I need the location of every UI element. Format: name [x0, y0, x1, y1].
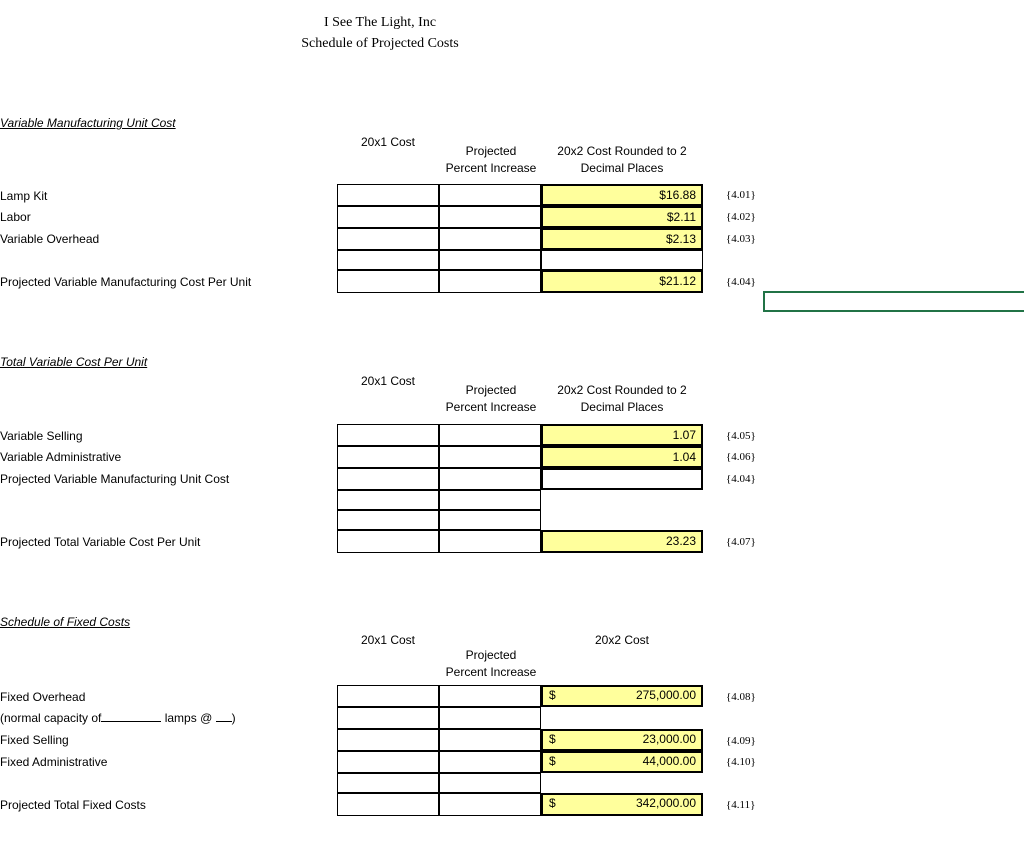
input-20x1-labor[interactable]	[337, 206, 439, 228]
input-20x1-fixed-selling[interactable]	[337, 729, 439, 751]
answer-fixed-overhead[interactable]	[541, 685, 703, 707]
row-label-fixed-admin: Fixed Administrative	[0, 755, 108, 769]
answer-variable-selling[interactable]: 1.07	[541, 424, 703, 446]
answer-fixed-admin[interactable]	[541, 751, 703, 773]
company-title: I See The Light, Inc	[323, 15, 437, 30]
input-pct-variable-admin[interactable]	[439, 446, 541, 468]
row-label-variable-admin: Variable Administrative	[0, 450, 122, 464]
input-20x1-variable-selling[interactable]	[337, 424, 439, 446]
input-pct-variable-selling[interactable]	[439, 424, 541, 446]
row-label-variable-selling: Variable Selling	[0, 429, 83, 443]
answer-projected-total-fixed[interactable]	[541, 793, 703, 816]
row-label-projected-total-variable: Projected Total Variable Cost Per Unit	[0, 535, 201, 549]
ref-code: {4.04}	[726, 276, 756, 288]
col-header-pct-increase: Projected Percent Increase	[445, 383, 537, 414]
ref-code: {4.05}	[726, 430, 756, 442]
capacity-blank	[101, 711, 161, 722]
answer-projected-total-variable[interactable]: 23.23	[541, 530, 703, 553]
ref-code: {4.11}	[726, 799, 756, 811]
row-label-labor: Labor	[0, 210, 31, 224]
spacer-cell[interactable]	[337, 773, 439, 793]
input-pct-lamp-kit[interactable]	[439, 184, 541, 206]
input-20x1-variable-overhead[interactable]	[337, 228, 439, 250]
amount: 342,000.00	[635, 796, 696, 810]
col-header-20x2-cost: 20x2 Cost Rounded to 2 Decimal Places	[557, 383, 687, 414]
amount: 23,000.00	[642, 732, 696, 746]
answer-variable-overhead[interactable]: $2.13	[541, 228, 703, 250]
input-20x1-projected-total-fixed[interactable]	[337, 793, 439, 816]
input-20x1-projected-total-variable[interactable]	[337, 530, 439, 553]
spacer-cell[interactable]	[439, 250, 541, 270]
spacer-cell[interactable]	[439, 510, 541, 530]
input-pct-var-mfg-unit[interactable]	[439, 468, 541, 490]
currency-symbol: $	[549, 754, 556, 768]
amount: 44,000.00	[642, 754, 696, 768]
spacer-cell[interactable]	[541, 250, 703, 270]
ref-code: {4.03}	[726, 233, 756, 245]
input-20x1-fixed-admin[interactable]	[337, 751, 439, 773]
rate-blank	[216, 711, 232, 722]
ref-code: {4.06}	[726, 451, 756, 463]
answer-variable-admin[interactable]: 1.04	[541, 446, 703, 468]
input-20x1-projected-var-mfg[interactable]	[337, 270, 439, 293]
col-header-20x1-cost: 20x1 Cost	[360, 633, 416, 647]
section-heading-total-variable: Total Variable Cost Per Unit	[0, 355, 148, 369]
row-label-fixed-overhead: Fixed Overhead	[0, 690, 86, 704]
row-label-variable-overhead: Variable Overhead	[0, 232, 100, 246]
ref-code: {4.10}	[726, 756, 756, 768]
spacer-cell[interactable]	[439, 707, 541, 729]
input-20x1-lamp-kit[interactable]	[337, 184, 439, 206]
input-pct-labor[interactable]	[439, 206, 541, 228]
spacer-cell[interactable]	[439, 773, 541, 793]
ref-code: {4.01}	[726, 189, 756, 201]
input-pct-fixed-admin[interactable]	[439, 751, 541, 773]
currency-symbol: $	[549, 796, 556, 810]
ref-code: {4.08}	[726, 691, 756, 703]
currency-symbol: $	[549, 732, 556, 746]
ref-code: {4.02}	[726, 211, 756, 223]
ref-code: {4.09}	[726, 735, 756, 747]
col-header-20x2-cost: 20x2 Cost	[594, 633, 650, 647]
input-20x1-fixed-overhead[interactable]	[337, 685, 439, 707]
spacer-cell[interactable]	[439, 490, 541, 510]
spacer-cell[interactable]	[337, 250, 439, 270]
answer-fixed-selling[interactable]	[541, 729, 703, 751]
col-header-pct-increase: Projected Percent Increase	[445, 648, 537, 679]
row-label-normal-capacity: (normal capacity of lamps @ )	[0, 711, 236, 725]
col-header-pct-increase: Projected Percent Increase	[445, 144, 537, 175]
input-20x1-var-mfg-unit[interactable]	[337, 468, 439, 490]
input-pct-variable-overhead[interactable]	[439, 228, 541, 250]
col-header-20x2-cost: 20x2 Cost Rounded to 2 Decimal Places	[557, 144, 687, 175]
amount: 275,000.00	[635, 688, 696, 702]
currency-symbol: $	[549, 688, 556, 702]
spacer-cell[interactable]	[337, 490, 439, 510]
ref-code: {4.07}	[726, 536, 756, 548]
col-header-20x1-cost: 20x1 Cost	[360, 135, 416, 149]
row-label-projected-var-mfg: Projected Variable Manufacturing Cost Per Unit	[0, 275, 252, 289]
row-label-var-mfg-unit-cost: Projected Variable Manufacturing Unit Cost	[0, 472, 230, 486]
input-20x1-variable-admin[interactable]	[337, 446, 439, 468]
ref-code: {4.04}	[726, 473, 756, 485]
active-cell-selection[interactable]	[763, 291, 1024, 312]
row-label-lamp-kit: Lamp Kit	[0, 189, 48, 203]
spacer-cell[interactable]	[337, 707, 439, 729]
col-header-20x1-cost: 20x1 Cost	[360, 374, 416, 388]
answer-var-mfg-unit[interactable]	[541, 468, 703, 490]
input-pct-projected-total-fixed[interactable]	[439, 793, 541, 816]
input-pct-fixed-overhead[interactable]	[439, 685, 541, 707]
answer-lamp-kit[interactable]: $16.88	[541, 184, 703, 206]
row-label-fixed-selling: Fixed Selling	[0, 733, 69, 747]
answer-labor[interactable]: $2.11	[541, 206, 703, 228]
row-label-projected-total-fixed: Projected Total Fixed Costs	[0, 798, 146, 812]
answer-projected-var-mfg[interactable]: $21.12	[541, 270, 703, 293]
spacer-cell[interactable]	[337, 510, 439, 530]
section-heading-variable-mfg: Variable Manufacturing Unit Cost	[0, 116, 176, 130]
input-pct-projected-total-variable[interactable]	[439, 530, 541, 553]
schedule-subtitle: Schedule of Projected Costs	[301, 36, 459, 51]
input-pct-fixed-selling[interactable]	[439, 729, 541, 751]
section-heading-fixed-costs: Schedule of Fixed Costs	[0, 615, 131, 629]
input-pct-projected-var-mfg[interactable]	[439, 270, 541, 293]
